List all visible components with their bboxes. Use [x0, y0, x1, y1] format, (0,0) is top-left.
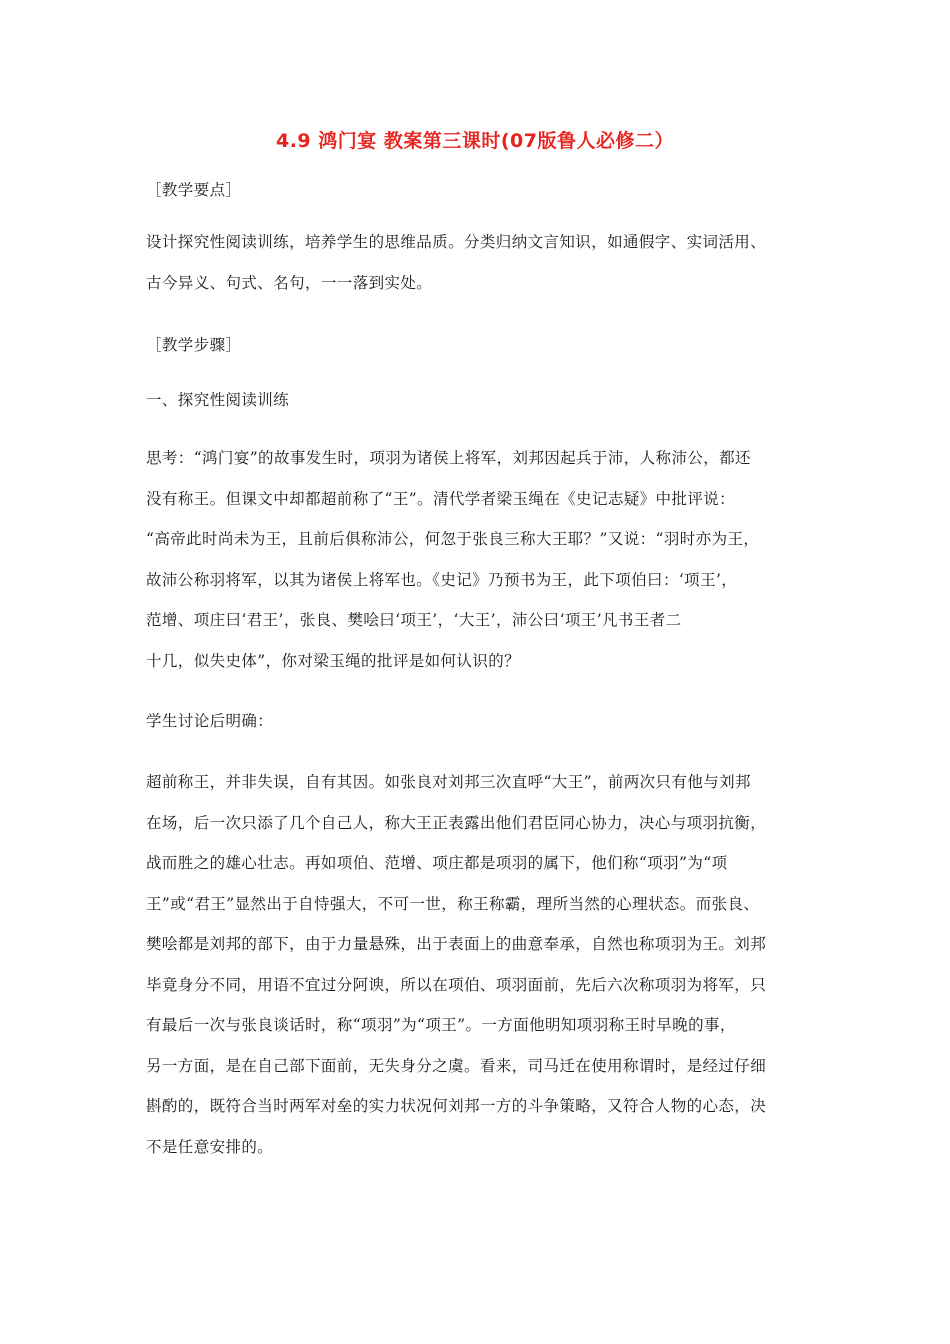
steps-heading	[146, 325, 816, 366]
answer-paragraph	[146, 762, 816, 1167]
paragraph-line: 十几，似失史体”，你对梁玉绳的批评是如何认识的？	[146, 651, 521, 670]
paragraph-line: “高帝此时尚未为王，且前后俱称沛公，何忽于张良三称大王耶？”又说：“羽时亦为王，	[146, 530, 760, 548]
paragraph-line: 古今异义、句式、名句，一一落到实处。	[146, 273, 433, 292]
paragraph-line: 设计探究性阅读训练，培养学生的思维品质。分类归纳文言知识，如通假字、实词活用、	[146, 233, 767, 251]
paragraph-line: 斟酌的，既符合当时两军对垒的实力状况何刘邦一方的斗争策略，又符合人物的心态，决	[146, 1097, 767, 1115]
paragraph-line: 学生讨论后明确：	[146, 712, 274, 730]
paragraph-line: 范增、项庄曰‘君王’，张良、樊哙曰‘项王’，‘大王’，沛公曰‘项王’凡书王者二	[146, 611, 682, 629]
paragraph-line: 毕竟身分不同，用语不宜过分阿谀，所以在项伯、项羽面前，先后六次称项羽为将军，只	[146, 975, 767, 994]
document-title: 4.9 鸿门宴 教案第三课时(07版鲁人必修二）	[275, 130, 674, 152]
paragraph-line: 故沛公称羽将军，以其为诸侯上将军也。《史记》乃预书为王，此下项伯曰：‘项王’，	[146, 570, 738, 589]
key-points-paragraph	[146, 222, 816, 303]
paragraph-line: 不是任意安排的。	[146, 1137, 274, 1156]
discussion-label	[146, 701, 816, 742]
section-heading: ［教学步骤］	[146, 336, 242, 354]
paragraph-line: 思考：“鸿门宴”的故事发生时，项羽为诸侯上将军，刘邦因起兵于沛，人称沛公，都还	[146, 449, 751, 467]
paragraph-line: 有最后一次与张良谈话时，称“项羽”为“项王”。一方面他明知项羽称王时早晚的事，	[146, 1016, 736, 1034]
section-heading: ［教学要点］	[146, 181, 242, 199]
paragraph-line: 没有称王。但课文中却都超前称了“王”。清代学者梁玉绳在《史记志疑》中批评说：	[146, 489, 736, 508]
step-one-heading	[146, 380, 816, 421]
question-paragraph	[146, 438, 816, 681]
paragraph-line: 另一方面，是在自己部下面前，无失身分之虞。看来，司马迁在使用称谓时，是经过仔细	[146, 1056, 767, 1075]
paragraph-line: 在场，后一次只添了几个自己人，称大王正表露出他们君臣同心协力，决心与项羽抗衡，	[146, 813, 767, 832]
paragraph-line: 王”或“君王”显然出于自恃强大，不可一世，称王称霸，理所当然的心理状态。而张良、	[146, 894, 760, 913]
paragraph-line: 樊哙都是刘邦的部下，由于力量悬殊，出于表面上的曲意奉承，自然也称项羽为王。刘邦	[146, 935, 767, 953]
paragraph-line: 超前称王，并非失误，自有其因。如张良对刘邦三次直呼“大王”，前两次只有他与刘邦	[146, 773, 751, 791]
key-points-heading	[146, 170, 816, 211]
paragraph-line: 战而胜之的雄心壮志。再如项伯、范增、项庄都是项羽的属下，他们称“项羽”为“项	[146, 854, 728, 872]
subsection-heading: 一、探究性阅读训练	[146, 391, 290, 409]
